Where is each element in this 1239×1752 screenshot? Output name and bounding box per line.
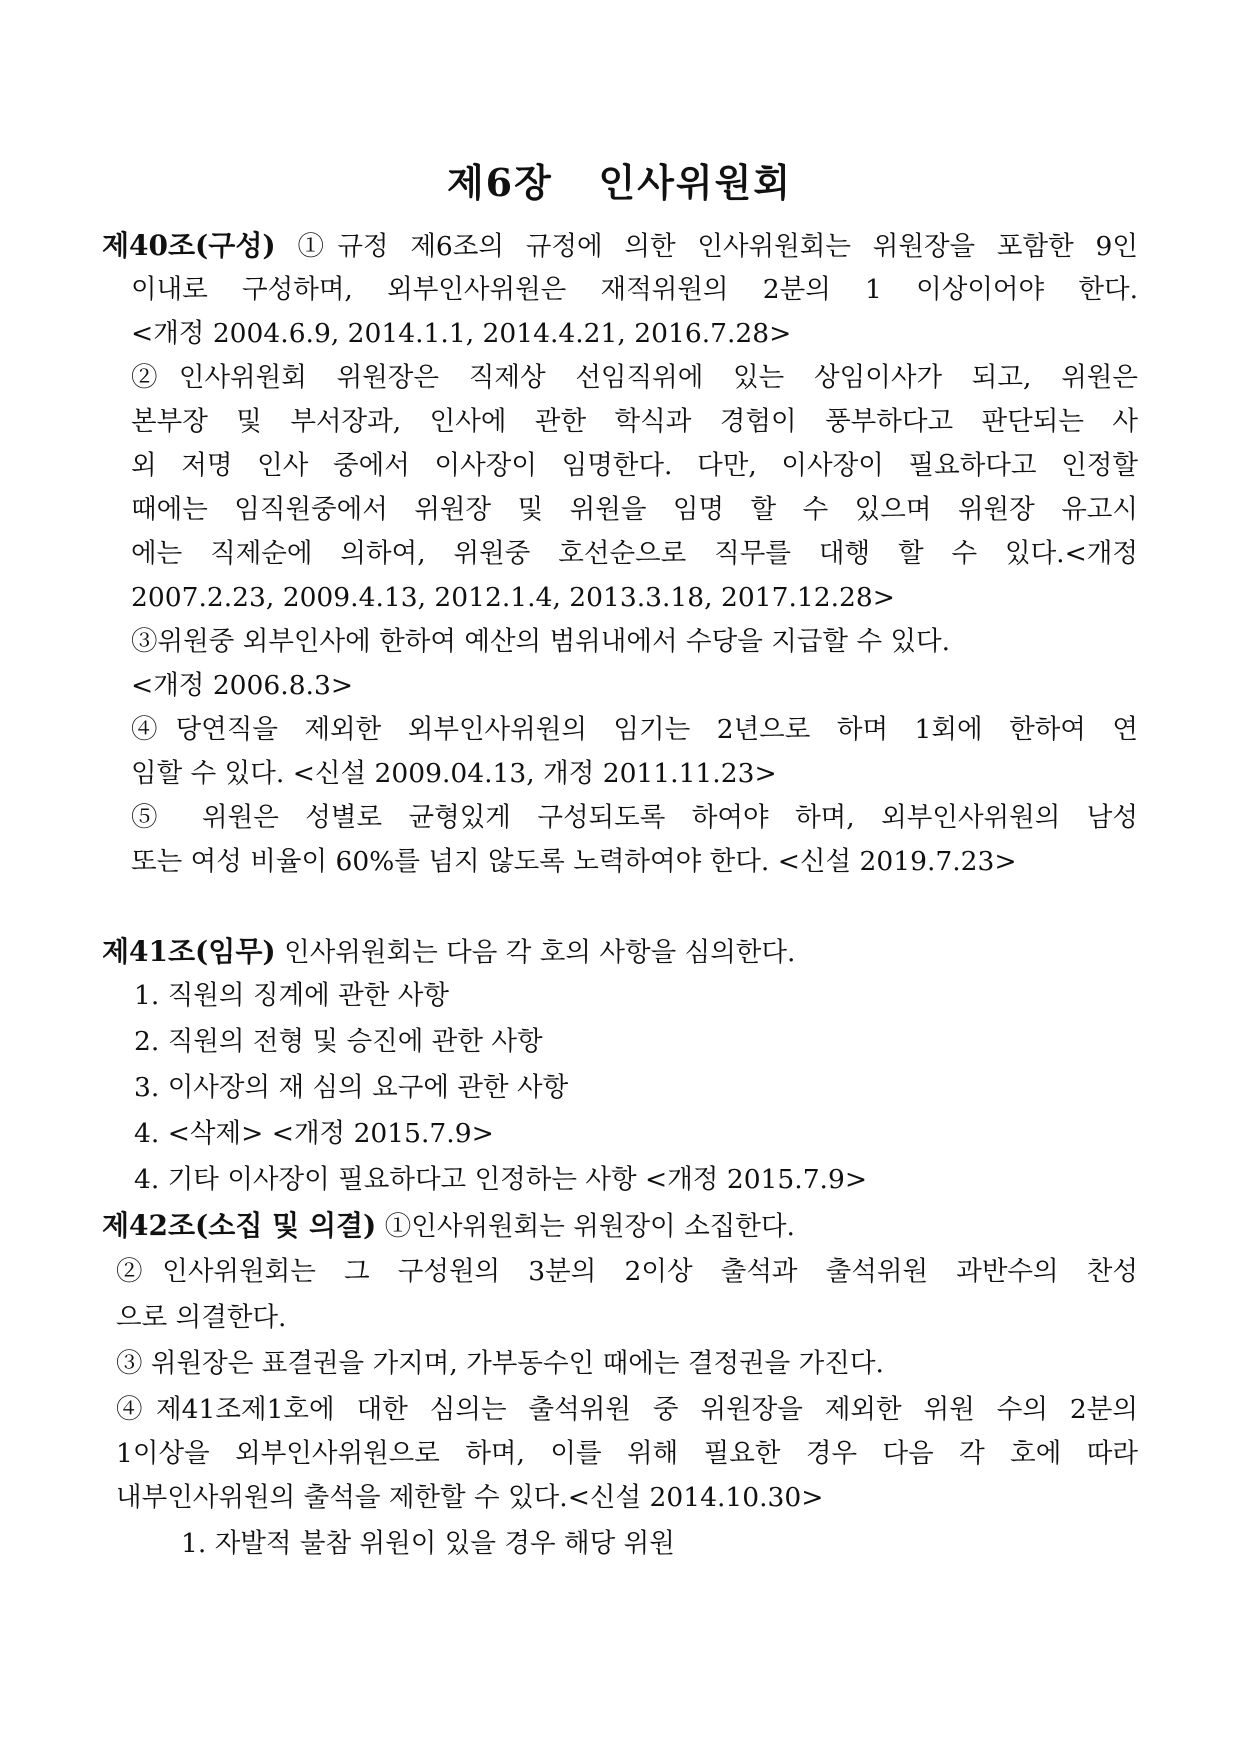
article-41-heading: 제41조(임무)	[102, 935, 276, 968]
article-40-text: ①규정 제6조의 규정에 의한 인사위원회는 위원장을 포함한 9인	[297, 231, 1138, 262]
article-42-line: ③ 위원장은 표결권을 가지며, 가부동수인 때에는 결정권을 가진다.	[116, 1348, 884, 1379]
article-40-line: 임할 수 있다. <신설 2009.04.13, 개정 2011.11.23>	[131, 758, 777, 789]
article-40-line: 2007.2.23, 2009.4.13, 2012.1.4, 2013.3.18, 2017.12.28>	[131, 582, 895, 613]
article-40-line: 본부장 및 부서장과, 인사에 관한 학식과 경험이 풍부하다고 판단되는 사	[131, 406, 1138, 437]
chapter-title: 제6장 인사위원회	[446, 160, 793, 205]
article-41-intro: 인사위원회는 다음 각 호의 사항을 심의한다.	[284, 937, 796, 968]
article-40-line: ④당연직을 제외한 외부인사위원의 임기는 2년으로 하며 1회에 한하여 연	[131, 714, 1138, 745]
article-42-line: 1이상을 외부인사위원으로 하며, 이를 위해 필요한 경우 다음 각 호에 따라	[116, 1438, 1138, 1469]
article-42-intro: ①인사위원회는 위원장이 소집한다.	[384, 1211, 795, 1242]
article-40-line: ②인사위원회 위원장은 직제상 선임직위에 있는 상임이사가 되고, 위원은	[131, 362, 1138, 393]
list-item: 1. 직원의 징계에 관한 사항	[134, 980, 449, 1011]
article-40-line: <개정 2006.8.3>	[131, 670, 354, 701]
article-40-line: ⑤ 위원은 성별로 균형있게 구성되도록 하여야 하며, 외부인사위원의 남성	[131, 802, 1138, 833]
list-item: 4. 기타 이사장이 필요하다고 인정하는 사항 <개정 2015.7.9>	[134, 1164, 868, 1195]
article-42-line: ④제41조제1호에 대한 심의는 출석위원 중 위원장을 제외한 위원 수의 2분의	[116, 1394, 1138, 1425]
article-40-line: 외 저명 인사 중에서 이사장이 임명한다. 다만, 이사장이 필요하다고 인정할	[131, 450, 1138, 481]
article-40-line: <개정 2004.6.9, 2014.1.1, 2014.4.21, 2016.7.28>	[131, 318, 792, 349]
article-40-line: ③위원중 외부인사에 한하여 예산의 범위내에서 수당을 지급할 수 있다.	[131, 626, 951, 657]
article-40-line: 또는 여성 비율이 60%를 넘지 않도록 노력하여야 한다. <신설 2019.7.23>	[131, 846, 1017, 877]
article-40-line: 이내로 구성하며, 외부인사위원은 재적위원의 2분의 1 이상이어야 한다.	[131, 274, 1138, 305]
article-40-first-line	[102, 226, 1138, 267]
article-42-line: 내부인사위원의 출석을 제한할 수 있다.<신설 2014.10.30>	[116, 1482, 824, 1513]
article-40-line: 때에는 임직원중에서 위원장 및 위원을 임명 할 수 있으며 위원장 유고시	[131, 494, 1138, 525]
list-item: 2. 직원의 전형 및 승진에 관한 사항	[134, 1026, 543, 1057]
list-item: 4. <삭제> <개정 2015.7.9>	[134, 1118, 494, 1149]
article-42-first-line	[102, 1206, 795, 1247]
article-40-heading: 제40조(구성)	[102, 229, 276, 262]
list-item: 3. 이사장의 재 심의 요구에 관한 사항	[134, 1072, 569, 1103]
article-42-line: ②인사위원회는 그 구성원의 3분의 2이상 출석과 출석위원 과반수의 찬성	[116, 1256, 1138, 1287]
article-42-heading: 제42조(소집 및 의결)	[102, 1209, 377, 1242]
list-item: 1. 자발적 불참 위원이 있을 경우 해당 위원	[181, 1528, 675, 1559]
article-41-first-line	[102, 932, 795, 973]
article-42-line: 으로 의결한다.	[116, 1302, 287, 1333]
article-40-line: 에는 직제순에 의하여, 위원중 호선순으로 직무를 대행 할 수 있다.<개정	[131, 538, 1138, 569]
